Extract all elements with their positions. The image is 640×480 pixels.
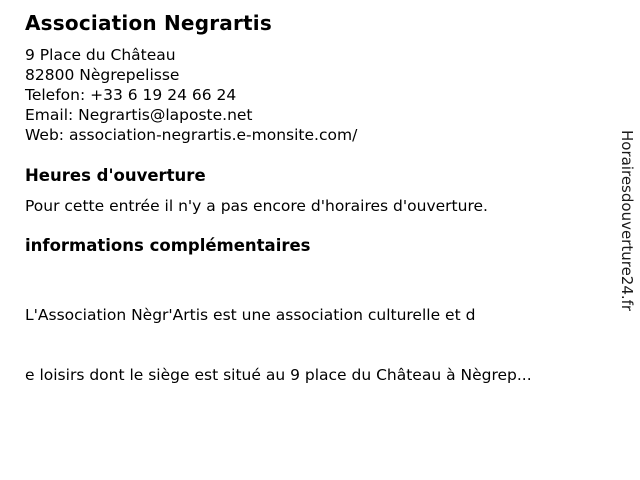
additional-info-text bbox=[25, 265, 580, 425]
email-line: Email: Negrartis@laposte.net bbox=[25, 106, 253, 124]
site-watermark: Horairesdouverture24.fr bbox=[618, 130, 636, 312]
address-block bbox=[25, 45, 580, 145]
phone-line: Telefon: +33 6 19 24 66 24 bbox=[25, 86, 237, 104]
additional-info-line-1: L'Association Nègr'Artis est une association culturelle et d bbox=[25, 306, 476, 324]
additional-info-line-2: e loisirs dont le siège est situé au 9 place du Château à Nègrep... bbox=[25, 366, 532, 384]
page-title: Association Negrartis bbox=[25, 11, 272, 35]
additional-info-heading: informations complémentaires bbox=[25, 236, 311, 255]
opening-hours-heading: Heures d'ouverture bbox=[25, 166, 206, 185]
opening-hours-text: Pour cette entrée il n'y a pas encore d'horaires d'ouverture. bbox=[25, 197, 488, 215]
address-street: 9 Place du Château bbox=[25, 46, 176, 64]
website-line: Web: association-negrartis.e-monsite.com/ bbox=[25, 126, 358, 144]
address-city: 82800 Nègrepelisse bbox=[25, 66, 180, 84]
